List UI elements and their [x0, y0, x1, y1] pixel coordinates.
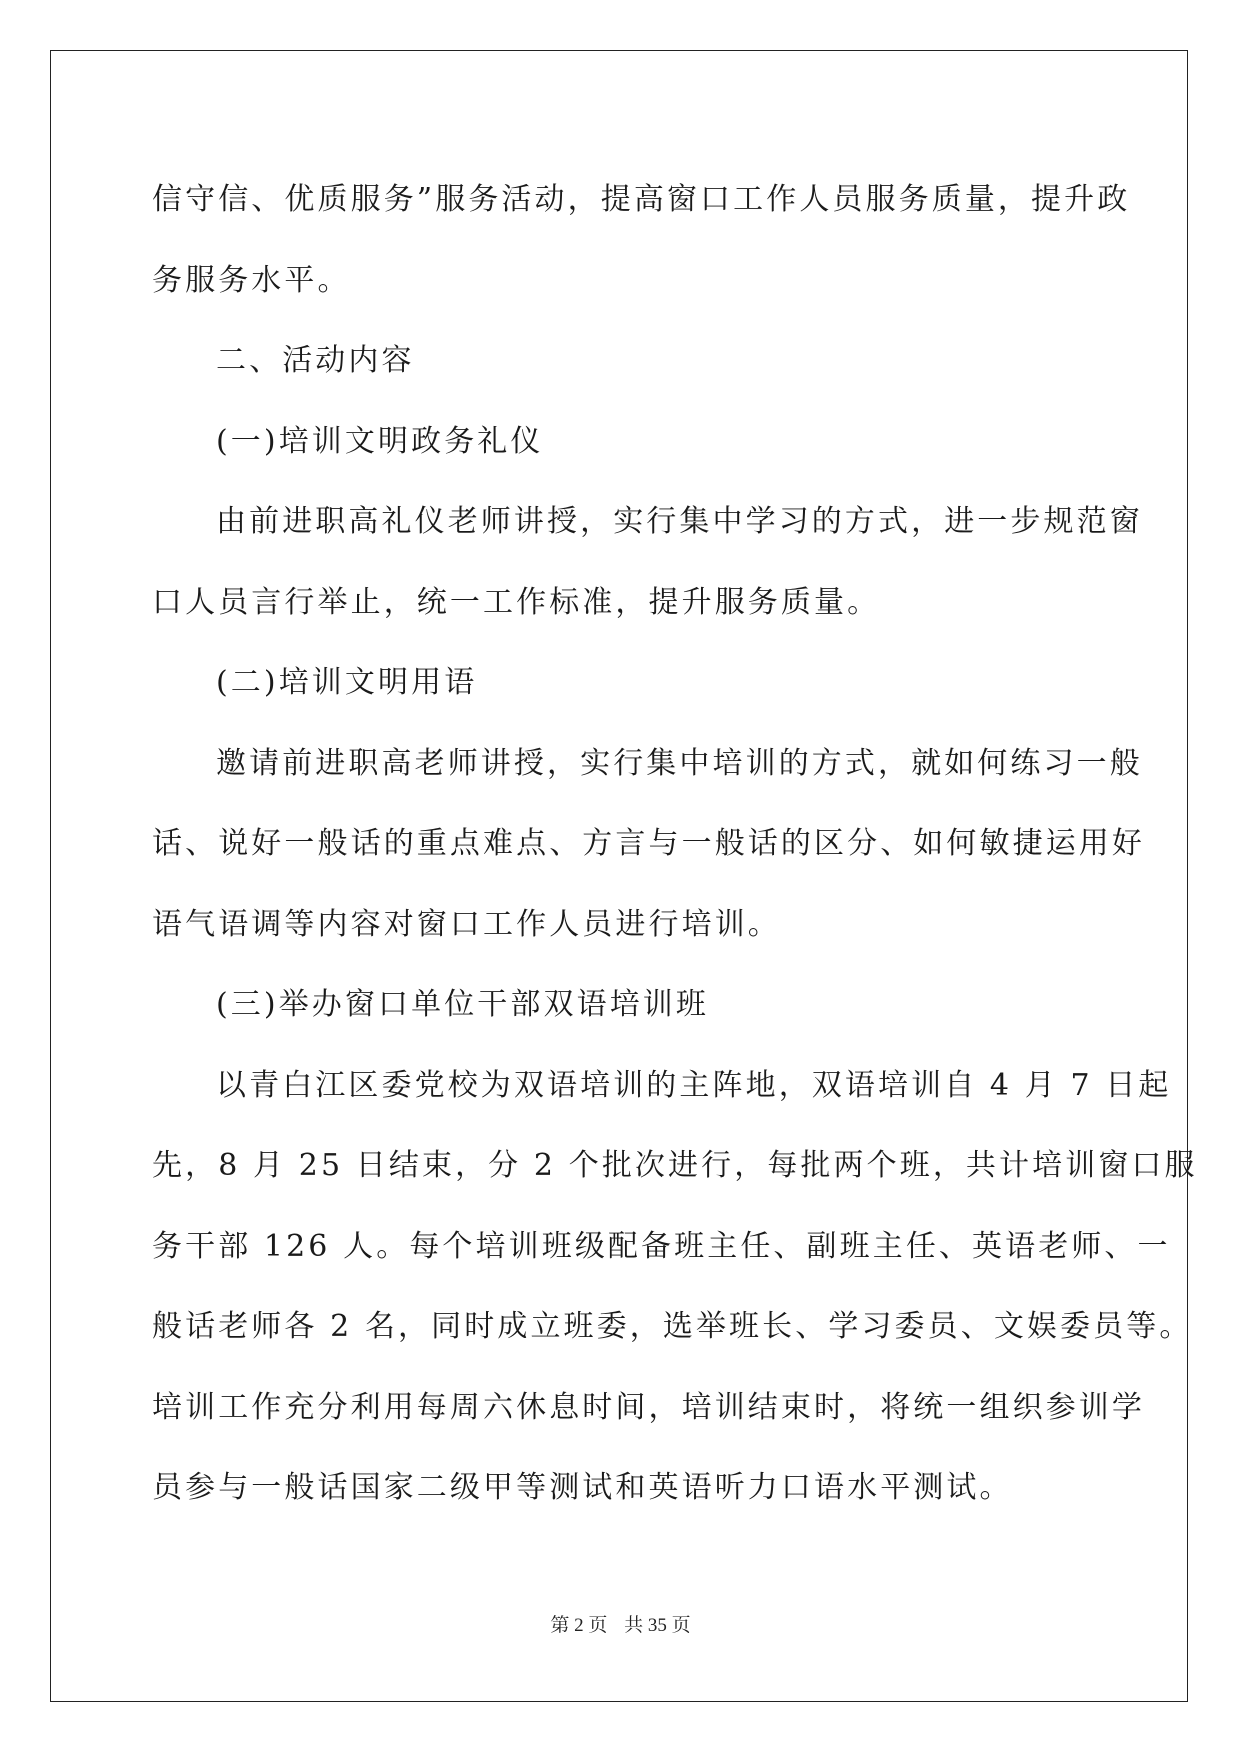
text-line: 话、说好一般话的重点难点、方言与一般话的区分、如何敏捷运用好 [152, 826, 1145, 861]
text-line: 口人员言行举止，统一工作标准，提升服务质量。 [152, 584, 881, 620]
text-line: 邀请前进职高老师讲授，实行集中培训的方式，就如何练习一般 [216, 745, 1143, 781]
subsection-heading: (一)培训文明政务礼仪 [216, 423, 544, 459]
document-body [152, 160, 1198, 1529]
text-line: 信守信、优质服务”服务活动，提高窗口工作人员服务质量，提升政 [152, 182, 1131, 217]
page-total: 共 35 页 [624, 1615, 691, 1636]
page-footer [0, 1610, 1241, 1637]
text-line: 务干部 126 人。每个培训班级配备班主任、副班主任、英语老师、一 [152, 1228, 1171, 1264]
text-line: 以青白江区委党校为双语培训的主阵地，双语培训自 4 月 7 日起 [216, 1067, 1172, 1103]
subsection-heading: (三)举办窗口单位干部双语培训班 [216, 987, 710, 1022]
text-line: 先，8 月 25 日结束，分 2 个批次进行，每批两个班，共计培训窗口服 [152, 1148, 1198, 1183]
text-line: 语气语调等内容对窗口工作人员进行培训。 [152, 906, 781, 942]
text-line: 务服务水平。 [152, 262, 351, 298]
subsection-heading: (二)培训文明用语 [216, 665, 478, 700]
section-heading: 二、活动内容 [216, 343, 415, 378]
page-number: 第 2 页 [550, 1615, 608, 1636]
text-line: 培训工作充分利用每周六休息时间，培训结束时，将统一组织参训学 [152, 1389, 1145, 1425]
text-line: 般话老师各 2 名，同时成立班委，选举班长、学习委员、文娱委员等。 [152, 1309, 1193, 1344]
text-line: 由前进职高礼仪老师讲授，实行集中学习的方式，进一步规范窗 [216, 504, 1143, 539]
text-line: 员参与一般话国家二级甲等测试和英语听力口语水平测试。 [152, 1470, 1013, 1505]
